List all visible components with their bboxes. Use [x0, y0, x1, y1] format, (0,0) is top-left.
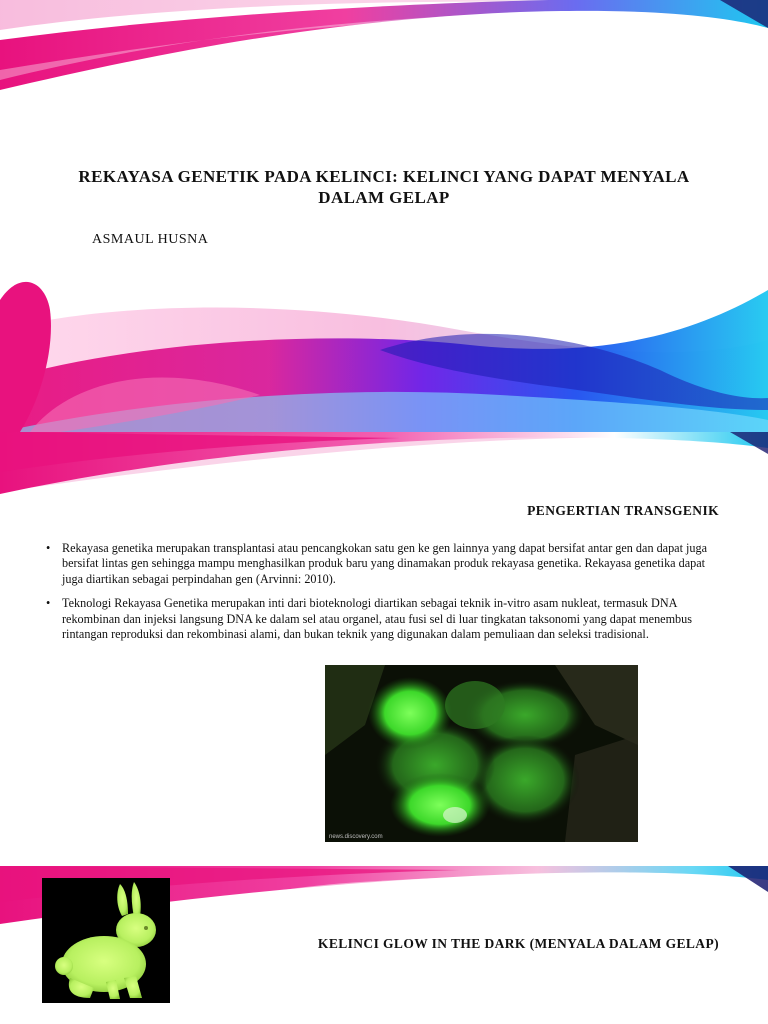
bullet-item: • Teknologi Rekayasa Genetika merupakan inti dari bioteknologi diartikan sebagai teknik in-vitro asam nukleat, termasuk DNA rekombinan dan injeksi langsung DNA ke dalam sel atau organel, atau fusi sel di luar tingkatan taksonomi yang dapat menembus rintangan reproduksi dan rekombinasi alami, dan bukan teknik yang digunakan dalam pemuliaan dan seleksi tradisional.: [46, 596, 722, 642]
section-heading-glow-rabbit: KELINCI GLOW IN THE DARK (MENYALA DALAM GELAP): [317, 936, 719, 951]
slide-glow-rabbit: [0, 866, 768, 1024]
slide-definition: [0, 432, 768, 866]
bullet-item: • Rekayasa genetika merupakan transplantasi atau pencangkokan satu gen ke gen lainnya yang dapat bersifat antar gen dan dapat juga bersifat lintas gen sehingga mampu menghasilkan produk baru yang dinamakan produk rekayasa genetika. Rekayasa genetika dapat juga diartikan sebagai perpindahan gen (Arvinni: 2010).: [46, 541, 722, 587]
presentation-title: REKAYASA GENETIK PADA KELINCI: KELINCI YANG DAPAT MENYALA DALAM GELAP: [78, 167, 690, 207]
section-heading-transgenik: PENGERTIAN TRANSGENIK: [527, 503, 719, 518]
swoosh-decoration-top: [0, 0, 768, 432]
bullet-list: [46, 541, 722, 651]
slide-title: [0, 0, 768, 432]
glowing-bunny-photo: [42, 878, 170, 1003]
photo-credit: news.discovery.com: [329, 834, 383, 840]
glowing-rabbits-photo: [325, 665, 638, 842]
author-name: ASMAUL HUSNA: [92, 232, 209, 247]
glowing-rabbits-illustration: [325, 665, 638, 842]
bunny-illustration: [42, 878, 170, 1003]
